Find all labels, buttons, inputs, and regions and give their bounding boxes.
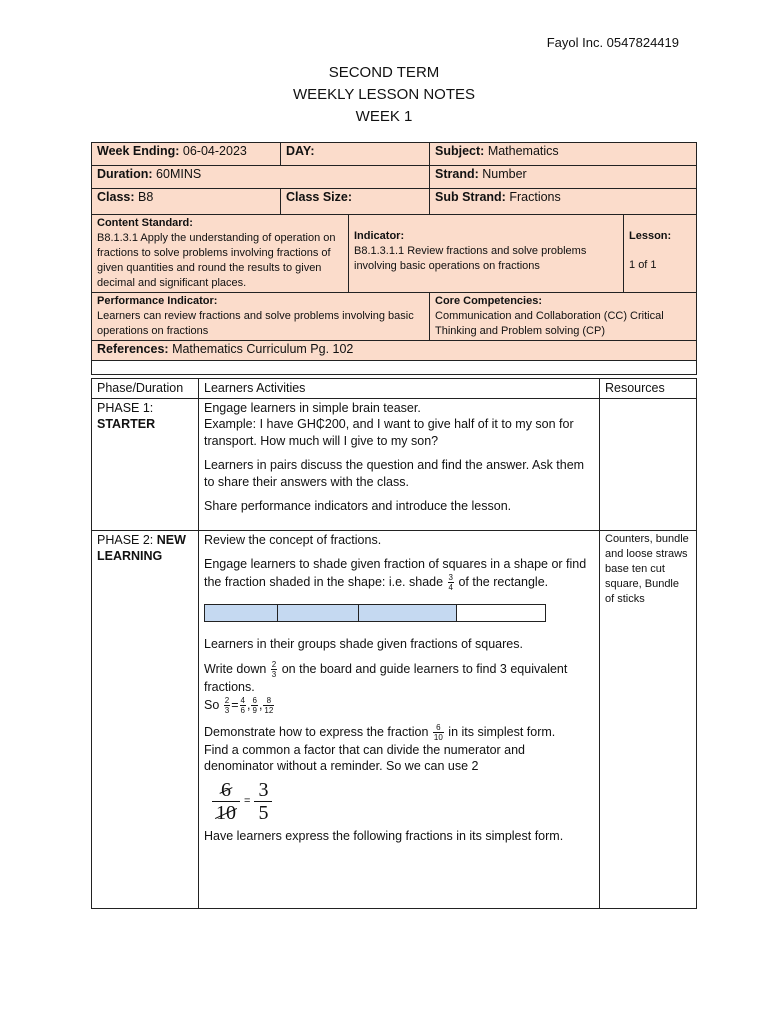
- phase2-label: PHASE 2:: [97, 532, 154, 547]
- core-competencies-text: Communication and Collaboration (CC) Critical Thinking and Problem solving (CP): [435, 310, 664, 337]
- col-header-resources: Resources: [600, 379, 697, 399]
- equivalent-fractions: So $\frac{2}{3}$ = $\frac{4}{6}$ , $\frac{6}{9}$ , $\frac{8}{12}$: [204, 695, 274, 715]
- day-label: DAY:: [286, 144, 315, 158]
- core-competencies-label: Core Competencies:: [435, 295, 542, 307]
- simplified-fraction: $\frac{3}{5}$: [254, 779, 272, 824]
- phase1-line1: Engage learners in simple brain teaser.: [204, 400, 421, 415]
- p2-engage: [204, 556, 594, 592]
- sub-strand-value: Fractions: [509, 190, 561, 204]
- lesson-label: Lesson:: [629, 230, 672, 242]
- indicator-text: B8.1.3.1.1 Review fractions and solve problems involving basic operations on fractions: [354, 245, 587, 272]
- strand-label: Strand:: [435, 167, 479, 181]
- col-header-phase: Phase/Duration: [92, 379, 199, 399]
- p2-review: Review the concept of fractions.: [204, 532, 382, 547]
- title-term: SECOND TERM: [328, 64, 440, 81]
- fraction-3-4: $\frac{3}{4}$: [448, 572, 453, 592]
- phase2-name: NEW LEARNING: [97, 532, 186, 563]
- sub-strand-label: Sub Strand:: [435, 190, 506, 204]
- phase1-label: PHASE 1:: [97, 400, 154, 415]
- title-week: WEEK 1: [355, 108, 413, 125]
- p2-last: Have learners express the following fractions in its simplest form.: [204, 828, 564, 843]
- p2-write: [204, 660, 594, 696]
- phase1-name: STARTER: [97, 417, 156, 431]
- rect-cell-1: [205, 605, 278, 621]
- p2-demo-end: in its simplest form.: [448, 724, 556, 739]
- subject-value: Mathematics: [487, 144, 559, 158]
- crossed-fraction: $\frac{6}{10}$: [212, 779, 240, 824]
- resources-text: Counters, bundle and loose straws base ten cut square, Bundle of sticks: [605, 532, 689, 605]
- phase1-line3: Learners in pairs discuss the question and find the answer. Ask them to share their answers with the class.: [204, 458, 585, 489]
- p2-write-text: Write down: [204, 661, 267, 676]
- fraction-rectangle: [204, 604, 546, 622]
- equals-sign: =: [231, 697, 239, 712]
- content-standard-label: Content Standard:: [97, 217, 193, 229]
- fraction-6-10: $\frac{6}{10}$: [433, 722, 443, 742]
- references-value: Mathematics Curriculum Pg. 102: [172, 342, 354, 356]
- title-notes: WEEKLY LESSON NOTES: [293, 86, 475, 103]
- subject-label: Subject:: [435, 144, 485, 158]
- class-value: B8: [138, 190, 154, 204]
- p2-engage-text: Engage learners to shade given fraction of squares in a shape or find the fraction shaded in the shape: i.e. shade: [204, 557, 587, 589]
- p2-engage-end: of the rectangle.: [458, 574, 549, 589]
- performance-indicator-label: Performance Indicator:: [97, 295, 218, 307]
- fraction-2-3: $\frac{2}{3}$: [271, 660, 277, 679]
- week-ending-value: 06-04-2023: [182, 144, 247, 158]
- class-size-label: Class Size:: [286, 190, 353, 204]
- lesson-info-table: [91, 142, 697, 375]
- rect-cell-2: [278, 605, 359, 621]
- col-header-activities: Learners Activities: [199, 379, 600, 399]
- class-label: Class:: [97, 190, 135, 204]
- strand-value: Number: [482, 167, 527, 181]
- spacer-row: [92, 361, 697, 375]
- phase1-line4: Share performance indicators and introduce the lesson.: [204, 499, 512, 513]
- company-header: Fayol Inc. 0547824419: [546, 35, 679, 50]
- p2-groups: Learners in their groups shade given fractions of squares.: [204, 636, 523, 651]
- p2-factor: Find a common a factor that can divide the numerator and denominator without a reminder. So we can use 2: [204, 742, 526, 773]
- fraction-6-9: $\frac{6}{9}$: [252, 695, 257, 715]
- p2-demo: [204, 723, 594, 742]
- duration-label: Duration:: [97, 167, 153, 181]
- fraction-4-6: $\frac{4}{6}$: [240, 695, 245, 715]
- p2-write-end: on the board and guide learners to find 3 equivalent fractions.: [204, 661, 568, 694]
- content-standard-text: B8.1.3.1 Apply the understanding of operation on fractions to solve problems involving fractions of given quantities and round the results to given decimal and significant places.: [97, 232, 336, 289]
- rect-cell-3: [359, 605, 457, 621]
- lesson-value: 1 of 1: [629, 259, 657, 271]
- duration-value: 60MINS: [156, 167, 202, 181]
- simplification: $\frac{6}{10}$ = $\frac{3}{5}$: [212, 779, 272, 824]
- performance-indicator-text: Learners can review fractions and solve problems involving basic operations on fractions: [97, 310, 414, 337]
- so-label: So: [204, 697, 220, 712]
- lesson-phases-table: [91, 378, 697, 909]
- p2-demo-text: Demonstrate how to express the fraction: [204, 724, 429, 739]
- indicator-label: Indicator:: [354, 230, 405, 242]
- phase1-line2: Example: I have GH₵200, and I want to give half of it to my son for transport. How much will I give to my son?: [204, 417, 574, 448]
- fraction-2-3-b: $\frac{2}{3}$: [224, 695, 230, 715]
- fraction-8-12: $\frac{8}{12}$: [264, 695, 274, 715]
- rect-cell-4: [457, 605, 545, 621]
- week-ending-label: Week Ending:: [97, 144, 180, 158]
- references-label: References:: [97, 342, 169, 356]
